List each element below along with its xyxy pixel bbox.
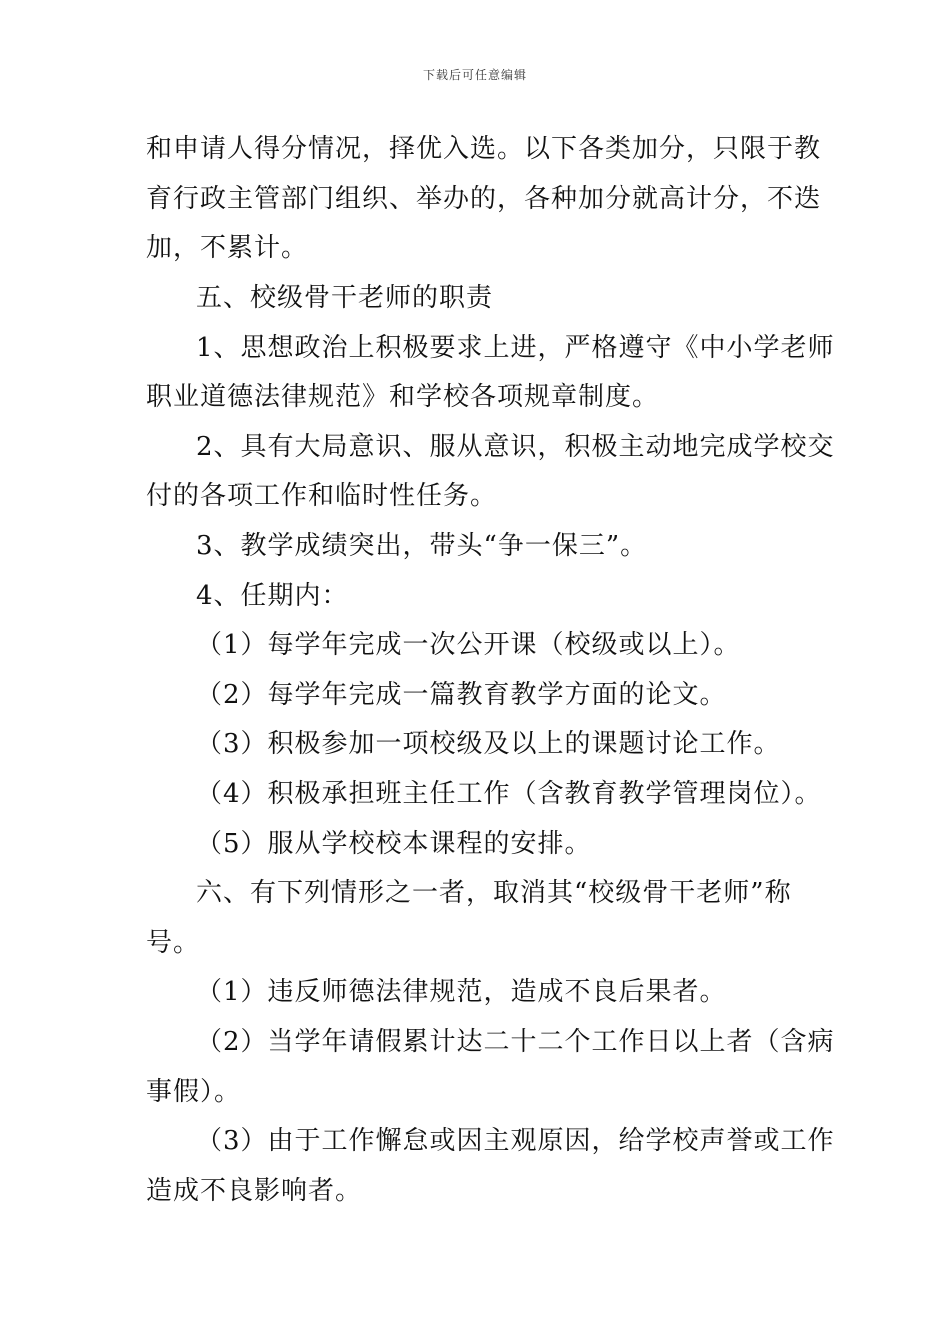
- page-header: 下载后可任意编辑: [422, 68, 527, 82]
- paragraph-line: 职业道德法律规范》和学校各项规章制度。: [146, 382, 660, 412]
- list-item: （2）当学年请假累计达二十二个工作日以上者（含病: [196, 1027, 835, 1057]
- section-heading: 五、校级骨干老师的职责: [196, 283, 494, 313]
- paragraph-line: 育行政主管部门组织、举办的，各种加分就高计分，不迭: [146, 184, 822, 214]
- list-item: （5）服从学校校本课程的安排。: [196, 829, 592, 859]
- list-item: （4）积极承担班主任工作（含教育教学管理岗位）。: [196, 779, 822, 809]
- section-heading: 六、有下列情形之一者，取消其“校级骨干老师”称: [196, 878, 792, 908]
- paragraph-line: 付的各项工作和临时性任务。: [146, 481, 498, 511]
- list-item: （1）每学年完成一次公开课（校级或以上）。: [196, 630, 741, 660]
- paragraph-line: 造成不良影响者。: [146, 1176, 363, 1206]
- paragraph-line: 事假）。: [146, 1077, 242, 1107]
- paragraph-line: 和申请人得分情况，择优入选。以下各类加分，只限于教: [146, 134, 822, 164]
- paragraph-line: 号。: [146, 928, 201, 958]
- paragraph-line: 4、任期内：: [196, 581, 349, 611]
- list-item: （3）积极参加一项校级及以上的课题讨论工作。: [196, 729, 781, 759]
- list-item: （3）由于工作懈怠或因主观原因，给学校声誉或工作: [196, 1126, 835, 1156]
- list-item: （2）每学年完成一篇教育教学方面的论文。: [196, 680, 727, 710]
- paragraph-line: 3、教学成绩突出，带头“争一保三”。: [196, 531, 648, 561]
- list-item: （1）违反师德法律规范，造成不良后果者。: [196, 977, 727, 1007]
- paragraph-line: 1、思想政治上积极要求上进，严格遵守《中小学老师: [196, 333, 835, 363]
- paragraph-line: 加，不累计。: [146, 233, 309, 263]
- paragraph-line: 2、具有大局意识、服从意识，积极主动地完成学校交: [196, 432, 835, 462]
